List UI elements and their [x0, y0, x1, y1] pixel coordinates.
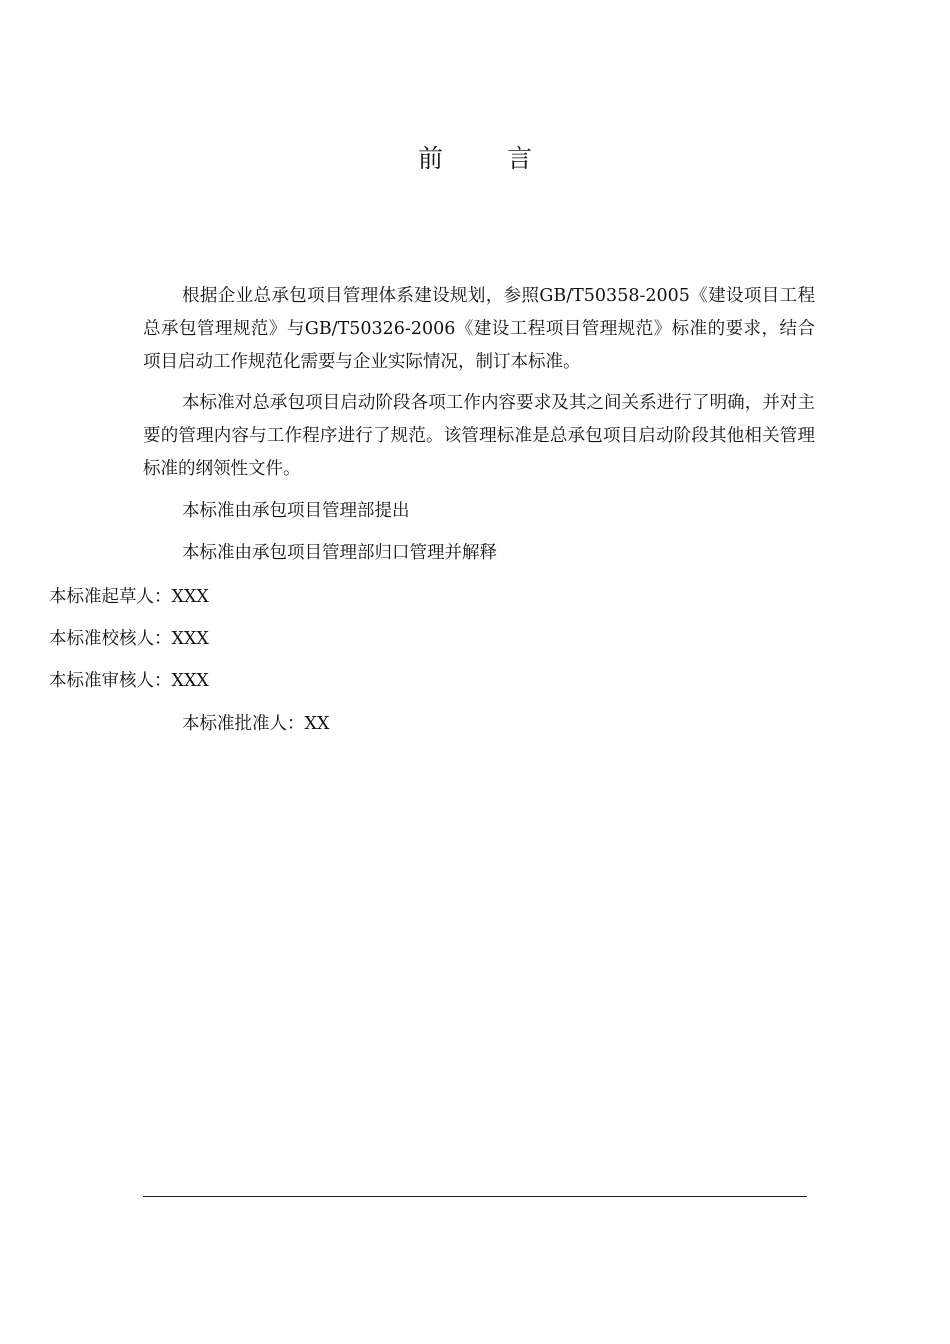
footer-divider — [143, 1196, 807, 1197]
reviewer-line: 本标准审核人：XXX — [49, 671, 209, 691]
checker-line: 本标准校核人：XXX — [49, 629, 209, 649]
proposed-by-line: 本标准由承包项目管理部提出 — [182, 501, 410, 521]
page-title: 前言 — [417, 144, 596, 173]
drafter-line: 本标准起草人：XXX — [49, 587, 209, 607]
approver-line: 本标准批准人：XX — [182, 714, 330, 734]
paragraph-1: 根据企业总承包项目管理体系建设规划，参照GB/T50358-2005《建设项目工程总承包管理规范》与GB/T50326-2006《建设工程项目管理规范》标准的要求，结合项目启动工作规范化需要与企业实际情况，制订本标准。 — [143, 286, 815, 372]
managed-by-line: 本标准由承包项目管理部归口管理并解释 — [182, 543, 497, 563]
paragraph-2: 本标准对总承包项目启动阶段各项工作内容要求及其之间关系进行了明确，并对主要的管理内容与工作程序进行了规范。该管理标准是总承包项目启动阶段其他相关管理标准的纲领性文件。 — [143, 393, 815, 479]
